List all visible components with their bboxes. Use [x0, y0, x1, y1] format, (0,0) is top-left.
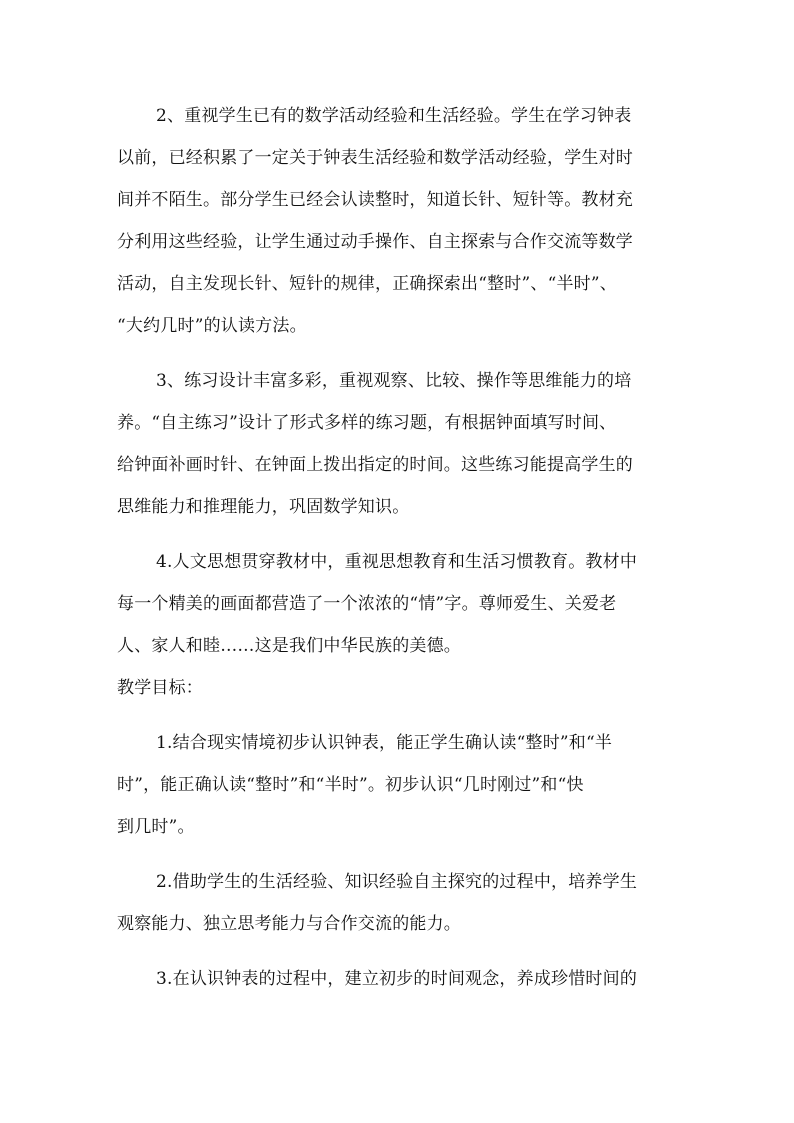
goal-2-line-1: 2.借助学生的生活经验、知识经验自主探究的过程中，培养学生 — [156, 872, 638, 892]
goal-3-line-1: 3.在认识钟表的过程中，建立初步的时间观念，养成珍惜时间的 — [156, 969, 638, 989]
paragraph-2-line-4: 分利用这些经验，让学生通过动手操作、自主探索与合作交流等数学 — [117, 232, 633, 252]
goal-2-line-2: 观察能力、独立思考能力与合作交流的能力。 — [117, 914, 461, 934]
paragraph-2-line-3: 间并不陌生。部分学生已经会认读整时，知道长针、短针等。教材充 — [117, 190, 633, 210]
paragraph-2-line-1: 2、重视学生已有的数学活动经验和生活经验。学生在学习钟表 — [156, 106, 632, 126]
goal-1-line-1: 1.结合现实情境初步认识钟表，能正学生确认读“整时”和“半 — [156, 733, 613, 753]
paragraph-2-line-5: 活动，自主发现长针、短针的规律，正确探索出“整时”、“半时”、 — [117, 274, 617, 294]
paragraph-3-line-1: 3、练习设计丰富多彩，重视观察、比较、操作等思维能力的培 — [156, 371, 632, 391]
paragraph-4-line-2: 每一个精美的画面都营造了一个浓浓的“情”字。尊师爱生、关爱老 — [117, 594, 617, 614]
goal-1-line-2: 时”，能正确认读“整时”和“半时”。初步认识“几时刚过”和“快 — [117, 775, 584, 795]
paragraph-4-line-3: 人、家人和睦……这是我们中华民族的美德。 — [117, 636, 461, 656]
goal-1-line-3: 到几时”。 — [117, 817, 195, 837]
paragraph-2-line-2: 以前，已经积累了一定关于钟表生活经验和数学活动经验，学生对时 — [117, 148, 633, 168]
paragraph-3-line-3: 给钟面补画时针、在钟面上拨出指定的时间。这些练习能提高学生的 — [117, 455, 633, 475]
paragraph-3-line-4: 思维能力和推理能力，巩固数学知识。 — [117, 497, 410, 517]
section-heading-teaching-goals: 教学目标： — [117, 678, 203, 698]
paragraph-3-line-2: 养。“自主练习”设计了形式多样的练习题，有根据钟面填写时间、 — [117, 413, 617, 433]
paragraph-4-line-1: 4.人文思想贯穿教材中，重视思想教育和生活习惯教育。教材中 — [156, 552, 638, 572]
paragraph-2-line-6: “大约几时”的认读方法。 — [117, 316, 307, 336]
